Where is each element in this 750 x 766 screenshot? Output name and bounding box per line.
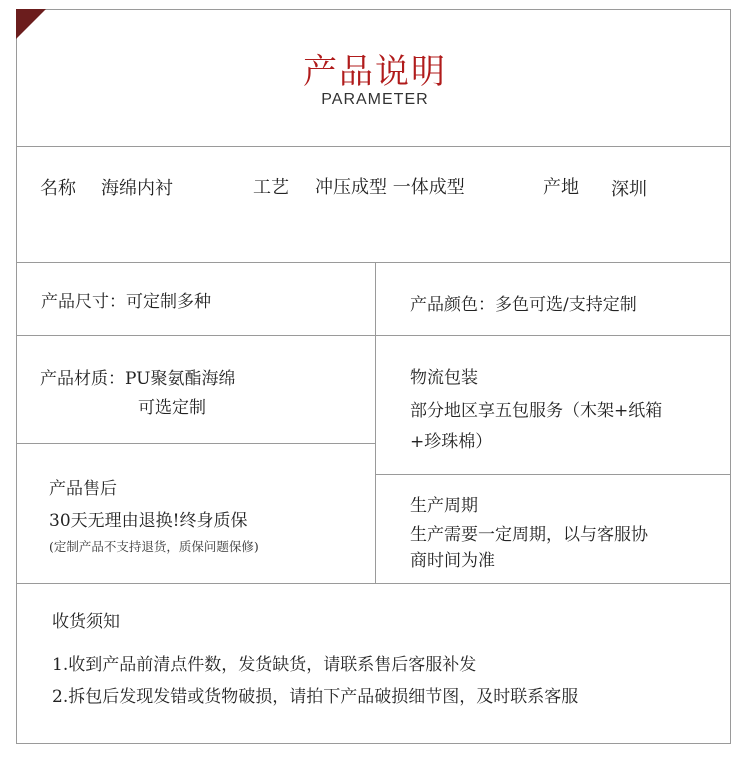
divider-row2 [16,335,731,336]
logistics-title: 物流包装 [410,368,478,388]
notice-title: 收货须知 [52,612,120,632]
name-value: 海绵内衬 [101,178,173,199]
craft-value: 冲压成型 一体成型 [315,177,465,198]
logistics-line1: 部分地区享五包服务（木架+纸箱 [410,401,663,421]
name-label: 名称 [40,178,76,199]
divider-row1 [16,262,731,263]
cycle-line1: 生产需要一定周期，以与客服协 [410,525,648,545]
aftersale-title: 产品售后 [49,479,117,499]
notice-item-2: 2.拆包后发现发错或货物破损，请拍下产品破损细节图，及时联系客服 [52,687,579,707]
cycle-line2: 商时间为准 [410,551,495,571]
divider-header [16,146,731,147]
divider-right-mid [375,474,731,475]
notice-item-1: 1.收到产品前清点件数，发货缺货，请联系售后客服补发 [52,655,477,675]
origin-label: 产地 [543,177,579,198]
origin-value: 深圳 [611,179,647,200]
material-line1: 产品材质：PU聚氨酯海绵 [40,369,236,389]
divider-left-mid [16,443,375,444]
size-text: 产品尺寸：可定制多种 [41,292,211,312]
column-divider [375,262,376,583]
color-text: 产品颜色：多色可选/支持定制 [410,295,637,315]
aftersale-line1: 30天无理由退换!终身质保 [49,511,248,531]
cycle-title: 生产周期 [410,496,478,516]
logistics-line2: +珍珠棉） [410,432,493,452]
corner-decoration [16,9,46,39]
page-subtitle: PARAMETER [321,91,429,108]
page-title: 产品说明 [303,52,447,92]
aftersale-note: (定制产品不支持退货，质保问题保修) [49,539,259,554]
divider-notice [16,583,731,584]
craft-label: 工艺 [253,177,289,198]
material-line2: 可选定制 [138,398,206,418]
